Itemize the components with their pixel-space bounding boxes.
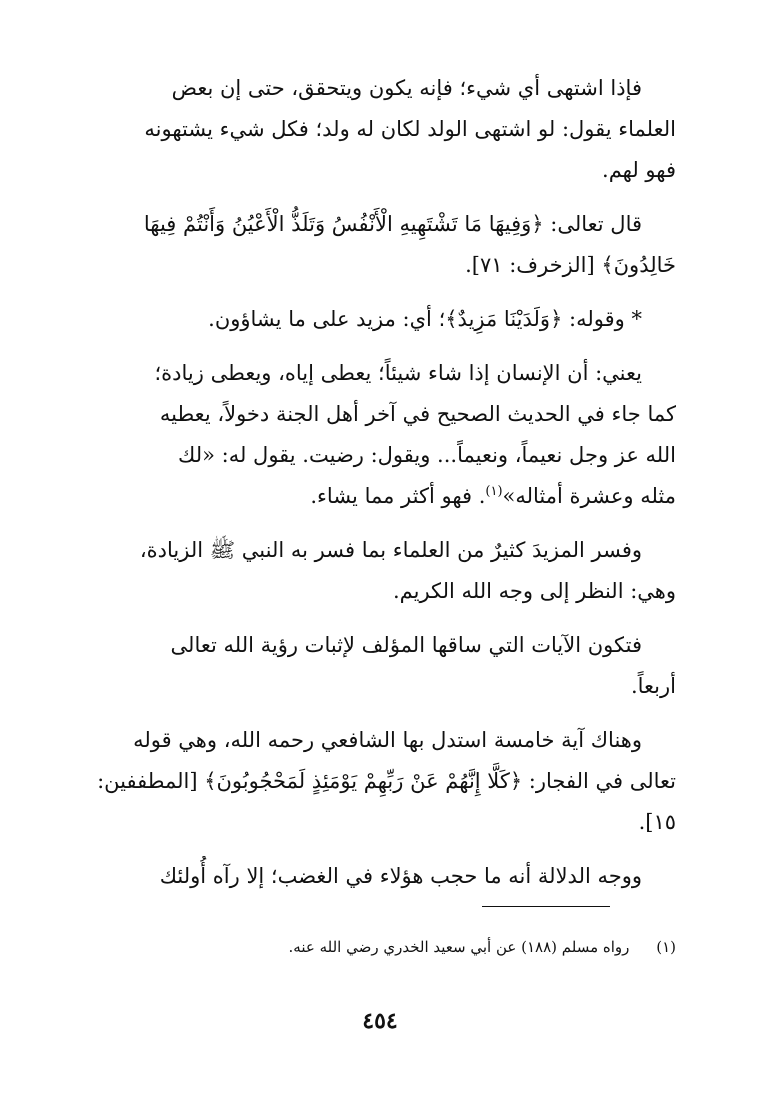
text-line: وفسر المزيدَ كثيرٌ من العلماء بما فسر به النبي ﷺ الزيادة، xyxy=(139,538,642,562)
text-line: * وقوله: ﴿وَلَدَيْنَا مَزِيدٌ﴾؛ أي: مزيد على ما يشاؤون. xyxy=(208,307,642,331)
paragraph-2 xyxy=(72,204,676,286)
main-text xyxy=(72,68,676,910)
footnote-divider xyxy=(482,906,610,907)
text-line: وهي: النظر إلى وجه الله الكريم. xyxy=(392,579,676,603)
text-line: كما جاء في الحديث الصحيح في آخر أهل الجنة دخولاً، يعطيه xyxy=(159,402,676,426)
paragraph-3 xyxy=(72,299,676,340)
paragraph-5 xyxy=(72,530,676,612)
text-line: قال تعالى: ﴿وَفِيهَا مَا تَشْتَهِيهِ الْأَنْفُسُ وَتَلَذُّ الْأَعْيُنُ وَأَنْتُمْ فِيهَا xyxy=(143,212,642,236)
paragraph-8 xyxy=(72,856,676,897)
text-line: العلماء يقول: لو اشتهى الولد لكان له ولد؛ فكل شيء يشتهونه xyxy=(144,117,676,141)
text-segment: . فهو أكثر مما يشاء. xyxy=(310,484,486,508)
text-line: خَالِدُونَ﴾ [الزخرف: ٧١]. xyxy=(465,253,676,277)
text-line: الله عز وجل نعيماً، ونعيماً... ويقول: رضيت. يقول له: «لك xyxy=(178,443,676,467)
footnote-marker[interactable]: (١) xyxy=(485,484,503,499)
paragraph-4 xyxy=(72,353,676,517)
text-line: أربعاً. xyxy=(630,674,676,698)
text-line: فإذا اشتهى أي شيء؛ فإنه يكون ويتحقق، حتى إن بعض xyxy=(171,76,642,100)
text-line: فهو لهم. xyxy=(602,158,676,182)
footnote-text: رواه مسلم (١٨٨) عن أبي سعيد الخدري رضي الله عنه. xyxy=(288,938,630,956)
footnote-number: (١) xyxy=(656,938,676,956)
text-line: تعالى في الفجار: ﴿كَلَّا إِنَّهُمْ عَنْ رَبِّهِمْ يَوْمَئِذٍ لَمَحْجُوبُونَ﴾ [المطففين: xyxy=(97,769,676,793)
text-segment: مثله وعشرة أمثاله» xyxy=(502,484,676,508)
text-line: يعني: أن الإنسان إذا شاء شيئاً؛ يعطى إياه، ويعطى زيادة؛ xyxy=(154,361,642,385)
text-line: وهناك آية خامسة استدل بها الشافعي رحمه الله، وهي قوله xyxy=(133,728,642,752)
text-line xyxy=(72,476,676,517)
paragraph-6 xyxy=(72,625,676,707)
text-line: ووجه الدلالة أنه ما حجب هؤلاء في الغضب؛ إلا رآه أُولئك xyxy=(159,864,642,888)
paragraph-7 xyxy=(72,720,676,843)
footnote xyxy=(289,934,676,960)
page-number: ٤٥٤ xyxy=(362,1008,398,1034)
text-line: ١٥]. xyxy=(638,810,676,834)
text-line: فتكون الآيات التي ساقها المؤلف لإثبات رؤية الله تعالى xyxy=(170,633,642,657)
paragraph-1 xyxy=(72,68,676,191)
